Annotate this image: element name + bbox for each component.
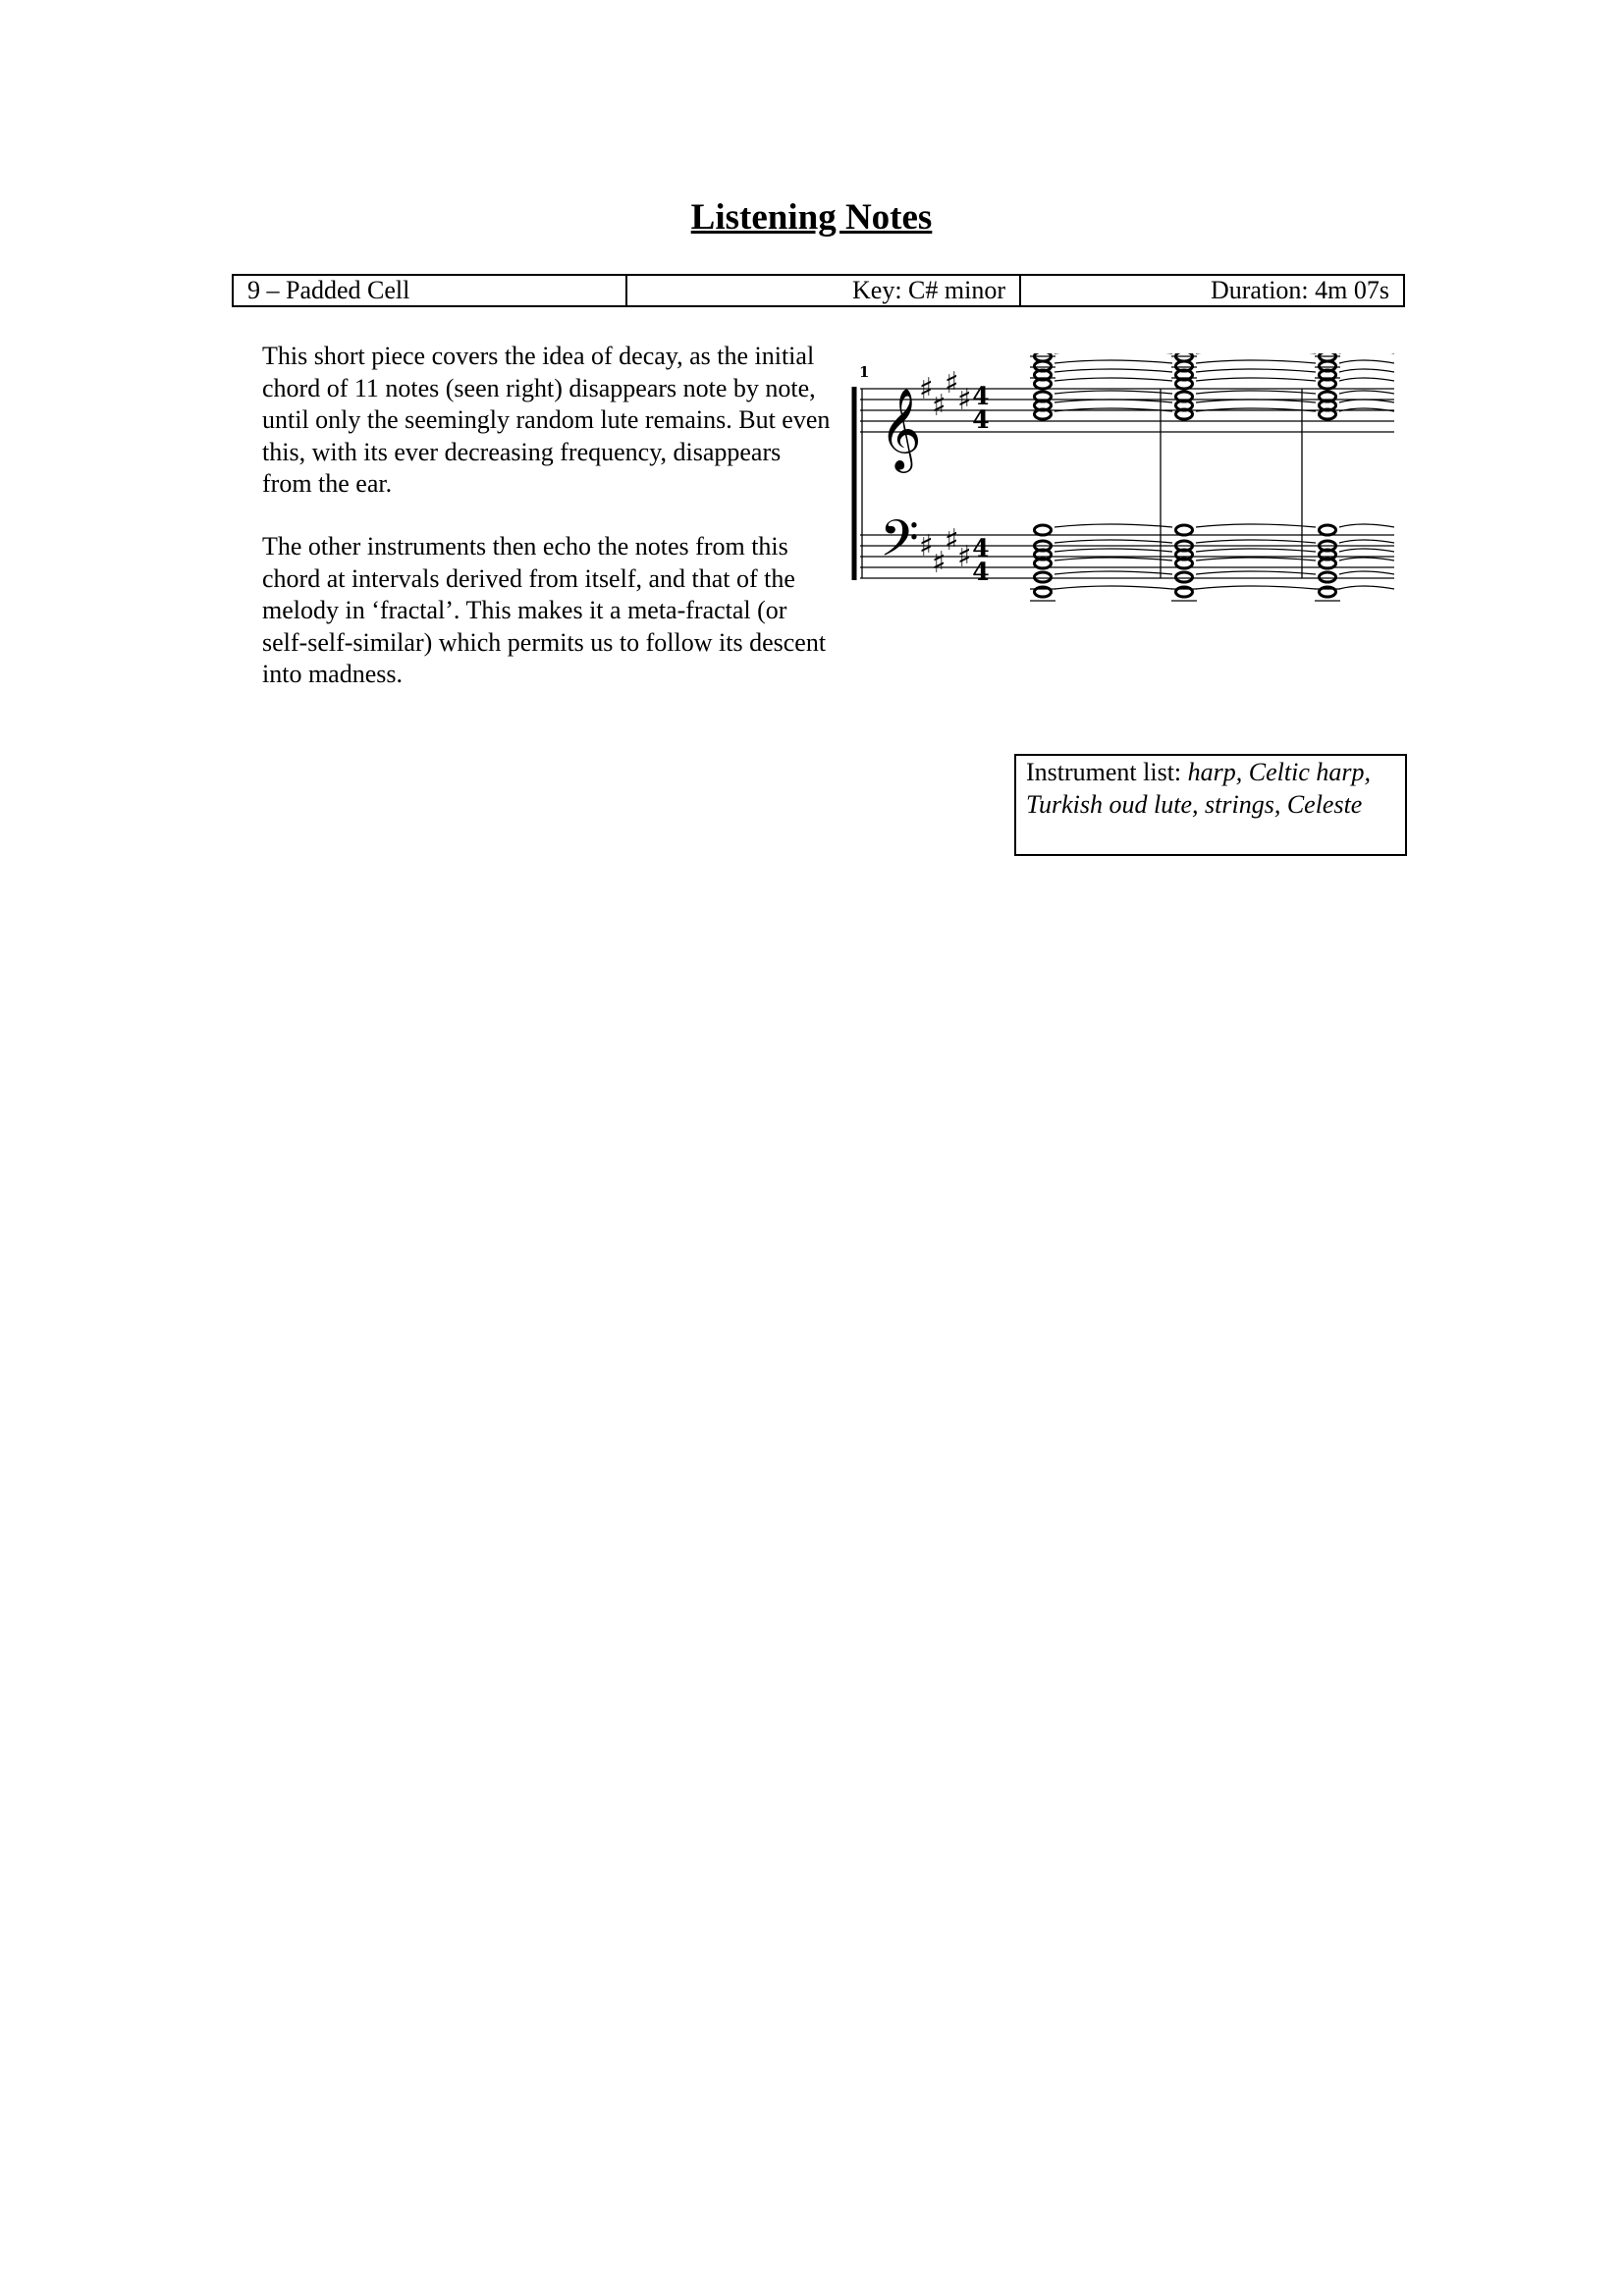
track-name-cell: 9 – Padded Cell	[233, 275, 626, 306]
tie	[1339, 378, 1394, 381]
key-cell: Key: C# minor	[626, 275, 1020, 306]
tie	[1055, 586, 1172, 589]
tie	[1055, 540, 1172, 543]
whole-note	[1176, 572, 1193, 582]
instrument-list-values: harp, Celtic harp, Turkish oud lute, strings, Celeste	[1026, 758, 1372, 819]
treble-clef-icon: 𝄞	[880, 387, 922, 469]
tie	[1339, 571, 1394, 574]
track-info-table	[232, 274, 1405, 307]
tie	[1055, 549, 1172, 552]
sharp-icon: ♯	[945, 366, 959, 400]
page-title: Listening Notes	[690, 197, 933, 238]
tie	[1055, 378, 1172, 381]
duration-cell: Duration: 4m 07s	[1020, 275, 1404, 306]
bass-time-bottom: 4	[972, 558, 990, 586]
time-signatures	[972, 382, 989, 586]
tie	[1055, 360, 1172, 363]
whole-note	[1320, 379, 1336, 389]
tie	[1055, 369, 1172, 372]
treble-time-bottom: 4	[972, 405, 990, 434]
chord-notes	[1030, 353, 1394, 601]
tie	[1196, 549, 1316, 552]
whole-note	[1035, 559, 1052, 568]
whole-note	[1035, 572, 1052, 582]
whole-note	[1176, 379, 1193, 389]
tie	[1339, 360, 1394, 363]
whole-note	[1320, 559, 1336, 568]
tie	[1055, 391, 1172, 394]
bass-time-top: 4	[972, 534, 990, 562]
whole-note	[1035, 379, 1052, 389]
tie	[1055, 571, 1172, 574]
tie	[1339, 524, 1394, 527]
tie	[1196, 558, 1316, 561]
tie	[1339, 558, 1394, 561]
tie	[1196, 571, 1316, 574]
tie	[1196, 391, 1316, 394]
tie	[1339, 549, 1394, 552]
whole-note	[1035, 409, 1052, 419]
instrument-list-box	[1014, 754, 1407, 856]
description-paragraph-2: The other instruments then echo the notes from this chord at intervals derived from itself, and that of the melody in ‘fractal’. This makes it a meta-fractal (or self-self-similar) which permits us to follow its descent into madness.	[262, 532, 827, 688]
tie	[1196, 524, 1316, 527]
sharp-icon: ♯	[932, 389, 947, 423]
tie	[1339, 540, 1394, 543]
tie	[1196, 369, 1316, 372]
tie	[1339, 391, 1394, 394]
whole-note	[1320, 572, 1336, 582]
sharp-icon: ♯	[945, 523, 959, 558]
tie	[1196, 378, 1316, 381]
sharp-icon: ♯	[957, 383, 972, 417]
description-paragraph-1: This short piece covers the idea of decay, as the initial chord of 11 notes (seen right) disappears note by note, until only the seemingly random lute remains. But even this, with its ever decreasing frequency, disappears from the ear.	[262, 342, 831, 498]
treble-time-top: 4	[972, 382, 990, 410]
whole-note	[1320, 409, 1336, 419]
tie	[1196, 540, 1316, 543]
sharp-icon: ♯	[932, 546, 947, 580]
tie	[1339, 586, 1394, 589]
key-signature	[919, 366, 972, 580]
sharp-icon: ♯	[957, 540, 972, 574]
sharp-icon: ♯	[919, 529, 934, 563]
tie	[1055, 524, 1172, 527]
whole-note	[1176, 559, 1193, 568]
sharp-icon: ♯	[919, 372, 934, 406]
score-excerpt	[850, 353, 1394, 618]
whole-note	[1035, 525, 1052, 535]
tie	[1055, 558, 1172, 561]
whole-note	[1176, 525, 1193, 535]
tie	[1196, 586, 1316, 589]
whole-note	[1320, 525, 1336, 535]
tie	[1196, 360, 1316, 363]
tie	[1339, 369, 1394, 372]
clefs	[880, 387, 922, 580]
bass-clef-icon: 𝄢	[880, 508, 919, 580]
measure-number: 1	[859, 363, 870, 381]
whole-note	[1176, 409, 1193, 419]
instrument-list-label: Instrument list:	[1026, 758, 1182, 786]
